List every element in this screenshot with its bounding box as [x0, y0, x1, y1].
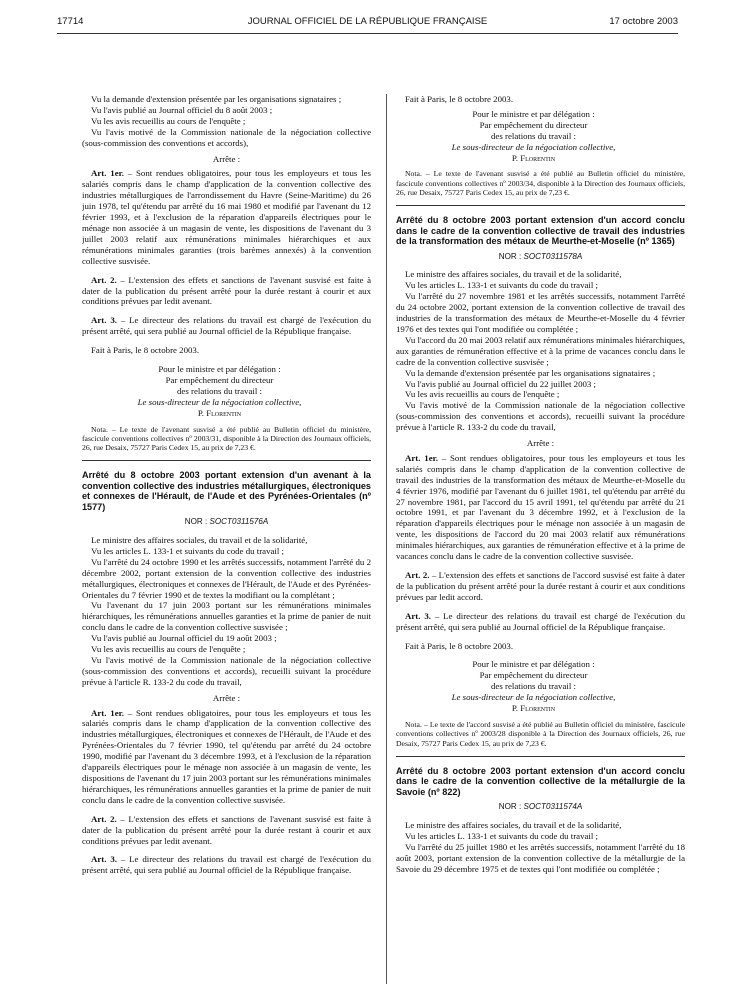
considerant: Vu l'avis publié au Journal officiel du 22 juillet 2003 ; [405, 378, 597, 389]
considerant: Vu l'avis publié au Journal officiel du 19 août 2003 ; [91, 633, 277, 644]
article-text: – Le directeur des relations du travail est chargé de l'exécution du présent arrêté, qui sera publié au Journal officiel de la République française. [82, 315, 371, 337]
article-text: – Sont rendues obligatoires, pour tous les employeurs et tous les salariés compris dans le champ d'application de la convention collective des industries métallurgiques de l'arrondissement du Havre (Seine-Maritime) du 26 juin 1978, tel qu'étendu par arrêté du 16 mai 1980 et modifié par l'avenant du 12 février 1993, et à l'exclusion de la réparation d'appareils électriques pour le ménage non associée à un magasin de vente, les dispositions de l'avenant du 3 juillet 2003 relatif aux rémunérations minimales hiérarchiques et aux rémunérations minimales garanties (trois barèmes annexés) à la convention collective susvisée. [82, 168, 371, 266]
signed-at: Fait à Paris, le 8 octobre 2003. [91, 345, 200, 356]
considerant: Vu l'arrêté du 25 juillet 1980 et les arrêtés successifs, notamment l'arrêté du 18 août 2003, portant extension de la convention collective de la métallurgie de la Savoie du 29 décembre 1975 et de textes qui l'ont modifiée ou complétée ; [396, 841, 685, 874]
signature-line: Le sous-directeur de la négociation collective, [137, 396, 302, 407]
section-rule [82, 460, 371, 461]
nor-code: SOCT0311574A [523, 802, 583, 812]
considerant: Vu l'avis motivé de la Commission nationale de la négociation collective (sous-commission des conventions et accords), recueilli suivant la procédure prévue à l'article R. 133-2 du code du travail, [82, 654, 371, 687]
arrete-label: Arrête : [526, 438, 555, 449]
article-number: Art. 2. [91, 274, 117, 285]
left-column [82, 94, 371, 986]
issue-date: 17 octobre 2003 [609, 16, 678, 27]
article [82, 814, 371, 847]
considerant: Vu les avis recueillis au cours de l'enquête ; [91, 644, 246, 655]
article [82, 168, 371, 266]
article-number: Art. 1er. [405, 452, 438, 463]
header-rule [57, 33, 678, 34]
article-number: Art. 1er. [91, 168, 124, 179]
article-number: Art. 3. [405, 610, 431, 621]
nor-code: SOCT0311578A [523, 251, 583, 261]
considerant: Vu l'arrêté du 27 novembre 1981 et les arrêtés successifs, notamment l'arrêté du 24 octobre 2002, portant extension de la convention collective de travail des industries de la transformation des métaux de Meurthe-et-Moselle du 4 février 1976 et des textes qui l'ont modifiée ou complétée ; [396, 291, 685, 334]
nor-code: SOCT0311576A [209, 517, 269, 527]
running-header [57, 16, 678, 30]
page-number: 17714 [57, 16, 84, 27]
considerant: Le ministre des affaires sociales, du travail et de la solidarité, [405, 269, 622, 280]
article-text: – L'extension des effets et sanctions de l'avenant susvisé est faite à dater de la publication du présent arrêté pour la durée restant à courir et aux conditions prévues par ledit avenant. [82, 813, 371, 846]
decree-title: Arrêté du 8 octobre 2003 portant extension d'un avenant à la convention collective des industries métallurgiques, électroniques et connexes de l'Hérault, de l'Aude et des Pyrénées-Orientales (nº 1577) [82, 470, 371, 512]
considerant: Vu l'arrêté du 24 octobre 1990 et les arrêtés successifs, notamment l'arrêté du 2 décembre 2002, portant extension de la convention collective des industries métallurgiques, électroniques et connexes de l'Hérault, de l'Aude et des Pyrénées-Orientales du 7 février 1990 et de textes la modifiant ou la complétant ; [82, 556, 371, 600]
considerant: Vu l'avis motivé de la Commission nationale de la négociation collective (sous-commission des conventions et accords), [82, 126, 371, 148]
signed-at: Fait à Paris, le 8 octobre 2003. [405, 94, 514, 104]
article [82, 708, 371, 806]
considerant: Vu l'avenant du 17 juin 2003 portant sur les rémunérations minimales hiérarchiques, les rémunérations annuelles garanties et la prime de panier de nuit conclu dans le cadre de la convention collective susvisée ; [82, 600, 371, 633]
signature-line: Pour le ministre et par délégation : [472, 659, 595, 670]
signature-line: Le sous-directeur de la négociation collective, [451, 141, 616, 152]
signature-line: des relations du travail : [491, 681, 576, 692]
signatory-name: P. Florentin [511, 703, 556, 714]
nor-reference [82, 517, 371, 528]
nor-label: NOR : [498, 251, 522, 261]
considerant: Vu la demande d'extension présentée par les organisations signataires ; [405, 367, 656, 378]
signature-line: Pour le ministre et par délégation : [158, 364, 281, 375]
considerant: Le ministre des affaires sociales, du travail et de la solidarité, [405, 820, 622, 830]
article-number: Art. 2. [91, 813, 117, 824]
considerant: Vu les avis recueillis au cours de l'enquête ; [91, 115, 246, 126]
decree-title: Arrêté du 8 octobre 2003 portant extension d'un accord conclu dans le cadre de la convention collective de travail des industries de la transformation des métaux de Meurthe-et-Moselle (nº 1365) [396, 215, 685, 247]
article-text: – Le directeur des relations du travail est chargé de l'exécution du présent arrêté, qui sera publié au Journal officiel de la République française. [396, 610, 685, 632]
arrete-label: Arrête : [212, 153, 241, 164]
article [82, 315, 371, 337]
considerant: Vu l'accord du 20 mai 2003 relatif aux rémunérations minimales hiérarchiques, aux garanties de rémunération effective et à la prime de vacances conclu dans le cadre de la convention collective susvisée ; [396, 334, 685, 367]
nor-label: NOR : [184, 517, 208, 527]
signature-block [82, 364, 371, 419]
article [396, 611, 685, 633]
signature-line: Pour le ministre et par délégation : [472, 108, 595, 119]
article-number: Art. 2. [405, 570, 430, 581]
nota: Nota. – Le texte de l'accord susvisé a été publié au Bulletin officiel du ministère, fascicule conventions collectives nº 2003/28 disponible à la Direction des Journaux officiels, 26, rue Desaix, 75727 Paris Cedex 15, au prix de 7,23 €. [396, 719, 685, 748]
signature-line: des relations du travail : [177, 385, 262, 396]
considerant: Le ministre des affaires sociales, du travail et de la solidarité, [91, 534, 308, 545]
signature-line: Par empêchement du directeur [165, 374, 274, 385]
journal-title: JOURNAL OFFICIEL DE LA RÉPUBLIQUE FRANÇAISE [247, 16, 488, 27]
article-text: – Sont rendues obligatoires, pour tous les employeurs et tous les salariés compris dans le champ d'application de la convention collective des industries métallurgiques, électroniques et connexes de l'Hérault, de l'Aude et des Pyrénées-Orientales du 7 février 1990, tel qu'étendu par arrêté du 24 octobre 1990, modifié par l'avenant du 3 décembre 1993, et à l'exclusion de la réparation d'appareils électriques pour le ménage non associée à un magasin de vente, les dispositions de l'avenant du 17 juin 2003 portant sur les rémunérations minimales hiérarchiques, les rémunérations annuelles garanties et la prime de panier de nuit conclu dans le cadre de la convention collective susvisée. [82, 707, 371, 805]
article-text: – Sont rendues obligatoires, pour tous les employeurs et tous les salariés compris dans le champ d'application de la convention collective de travail des industries de la transformation des métaux de Meurthe-et-Moselle du 4 février 1976, modifié par l'avenant du 6 juillet 1981, tel qu'étendu par arrêté du 27 novembre 1981, par l'accord du 15 avril 1991, tel qu'étendu par arrêté du 21 octobre 1991, et par l'avenant du 3 décembre 1992, et à l'exclusion de la réparation d'appareils électriques pour le ménage non associée à un magasin de vente, les dispositions de l'accord du 20 mai 2003 relatif aux rémunérations minimales hiérarchiques, aux garanties de rémunération effective et à la prime de vacances conclu dans le cadre de la convention collective susvisée. [396, 452, 685, 562]
signature-line: des relations du travail : [491, 130, 576, 141]
article-number: Art. 1er. [91, 707, 124, 718]
article-text: – Le directeur des relations du travail est chargé de l'exécution du présent arrêté, qui sera publié au Journal officiel de la République française. [82, 854, 371, 876]
article-text: – L'extension des effets et sanctions de l'accord susvisé est faite à dater de la publication du présent arrêté pour la durée restant à courir et aux conditions prévues par ledit accord. [396, 570, 685, 602]
article-number: Art. 3. [91, 854, 117, 865]
considerant: Vu les articles L. 133-1 et suivants du code du travail ; [91, 545, 284, 556]
article-text: – L'extension des effets et sanctions de l'avenant susvisé est faite à dater de la publication du présent arrêté pour la durée restant à courir et aux conditions prévues par ledit avenant. [82, 274, 371, 307]
considerant: Vu l'avis motivé de la Commission nationale de la négociation collective (sous-commission des conventions et accords), recueilli suivant la procédure prévue à l'article R. 133-2 du code du travail, [396, 400, 685, 433]
article [396, 453, 685, 562]
signature-line: Par empêchement du directeur [479, 670, 588, 681]
considerant: Vu les avis recueillis au cours de l'enquête ; [405, 389, 560, 400]
nota: Nota. – Le texte de l'avenant susvisé a été publié au Bulletin officiel du ministère, fascicule conventions collectives nº 2003/34, disponible à la Direction des Journaux officiels, 26, rue Desaix, 75727 Paris Cedex 15, au prix de 7,23 €. [396, 169, 685, 198]
signatory-name: P. Florentin [511, 152, 556, 163]
signature-line: Par empêchement du directeur [479, 119, 588, 130]
signature-block [396, 109, 685, 164]
arrete-label: Arrête : [212, 692, 241, 703]
nor-label: NOR : [498, 802, 522, 812]
article [82, 854, 371, 876]
considerant: Vu la demande d'extension présentée par les organisations signataires ; [91, 94, 342, 104]
decree-title: Arrêté du 8 octobre 2003 portant extension d'un accord conclu dans le cadre de la convention collective de la métallurgie de la Savoie (nº 822) [396, 765, 685, 797]
section-rule [396, 205, 685, 206]
considerant: Vu l'avis publié au Journal officiel du 8 août 2003 ; [91, 104, 273, 115]
column-separator [386, 94, 387, 984]
right-column [396, 94, 685, 986]
considerant: Vu les articles L. 133-1 et suivants du code du travail ; [405, 830, 598, 841]
article [82, 275, 371, 308]
nota: Nota. – Le texte de l'avenant susvisé a été publié au Bulletin officiel du ministère, fascicule conventions collectives nº 2003/31, disponible à la Direction des Journaux officiels, 26, rue Desaix, 75727 Paris Cedex 15, au prix de 7,23 €. [82, 424, 371, 453]
nor-reference [396, 252, 685, 263]
signed-at: Fait à Paris, le 8 octobre 2003. [405, 640, 514, 651]
section-rule [396, 756, 685, 757]
signature-block [396, 659, 685, 714]
article-number: Art. 3. [91, 315, 117, 326]
considerant: Vu les articles L. 133-1 et suivants du code du travail ; [405, 280, 598, 291]
article [396, 570, 685, 603]
signature-line: Le sous-directeur de la négociation collective, [451, 692, 616, 703]
nor-reference [396, 802, 685, 813]
signatory-name: P. Florentin [197, 407, 242, 418]
